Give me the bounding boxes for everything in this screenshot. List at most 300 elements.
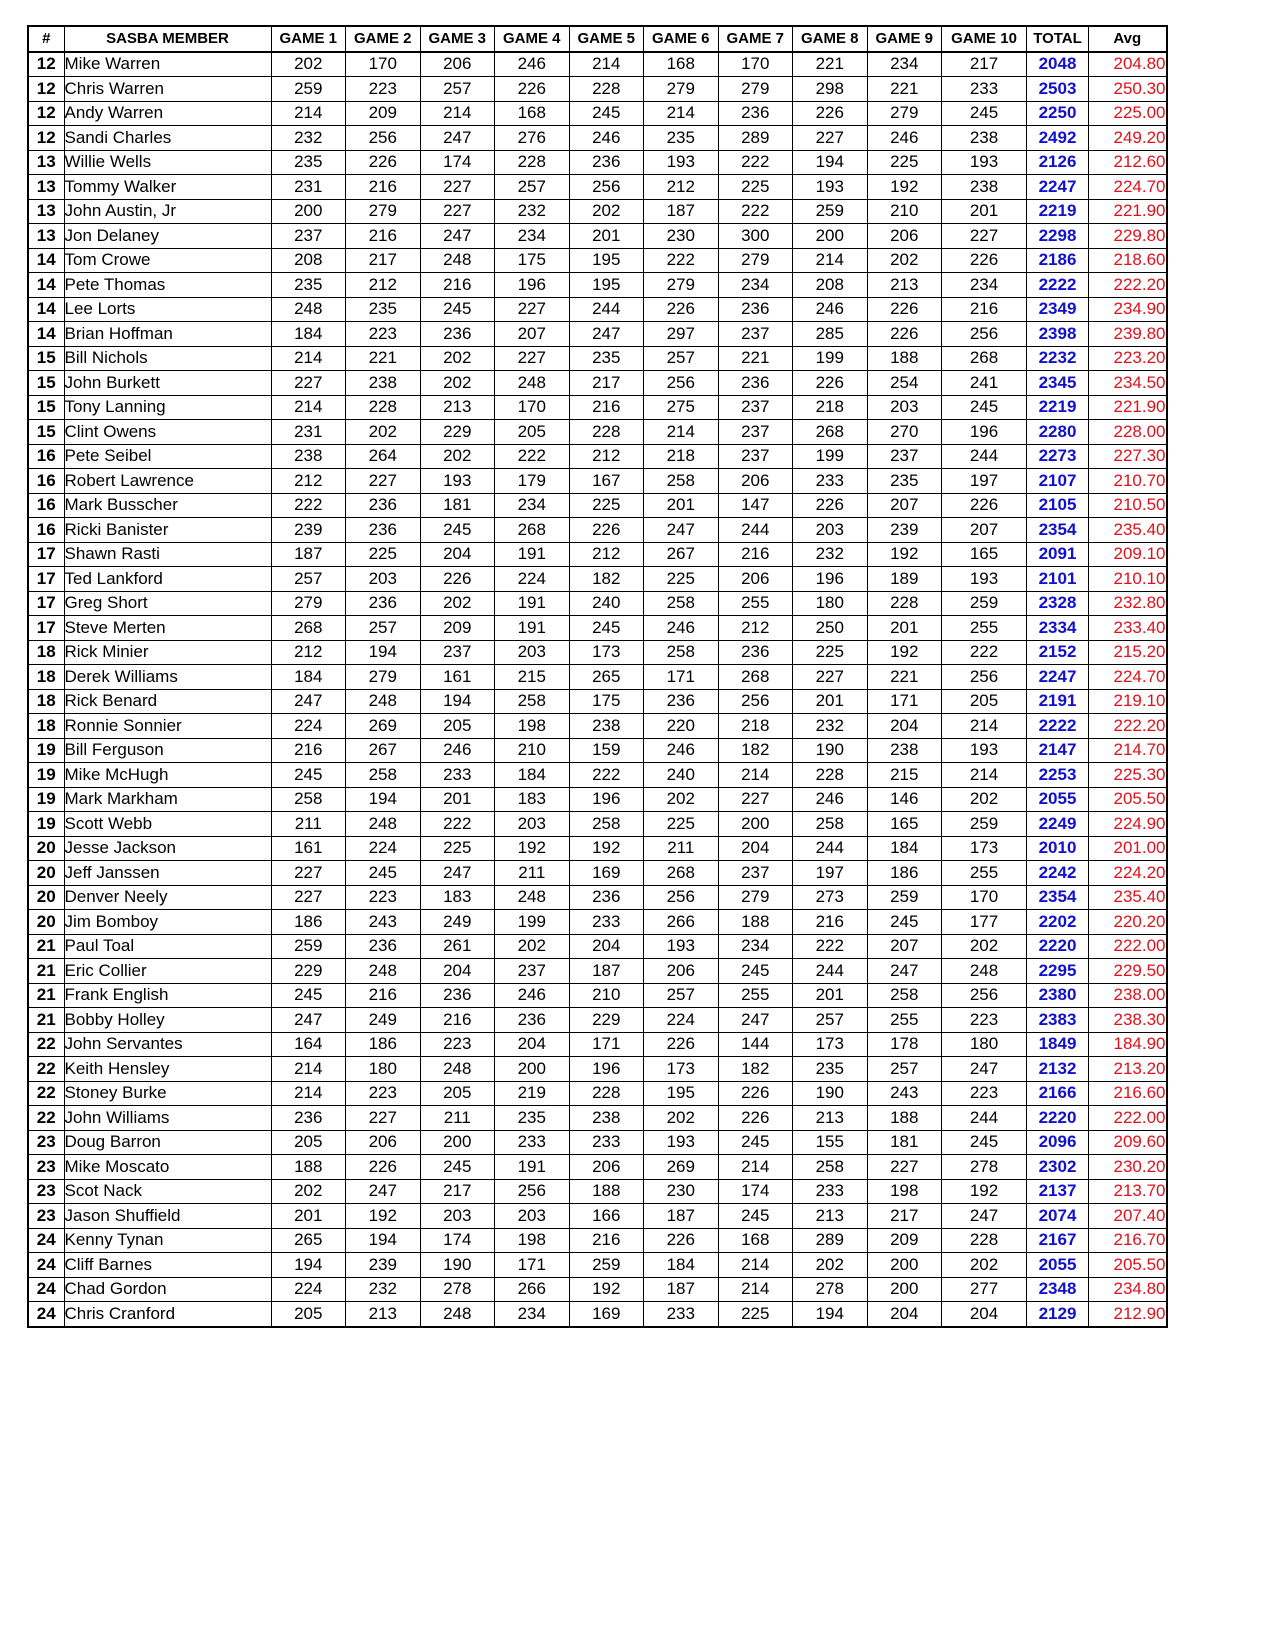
member-name-cell: Clint Owens (64, 420, 271, 445)
game-1-cell: 245 (271, 763, 346, 788)
game-3-cell: 216 (420, 273, 495, 298)
game-4-cell: 191 (495, 542, 570, 567)
game-6-cell: 187 (644, 1277, 719, 1302)
member-name-cell: Scott Webb (64, 812, 271, 837)
member-name-cell: Keith Hensley (64, 1057, 271, 1082)
game-4-cell: 168 (495, 101, 570, 126)
game-8-cell: 289 (793, 1228, 868, 1253)
game-10-cell: 255 (942, 616, 1027, 641)
game-8-cell: 213 (793, 1106, 868, 1131)
game-8-cell: 233 (793, 469, 868, 494)
total-cell: 2010 (1027, 836, 1089, 861)
game-5-cell: 222 (569, 763, 644, 788)
game-5-cell: 212 (569, 444, 644, 469)
member-name-cell: Rick Minier (64, 640, 271, 665)
game-9-cell: 213 (867, 273, 942, 298)
game-10-cell: 245 (942, 1130, 1027, 1155)
game-2-cell: 238 (346, 371, 421, 396)
game-4-cell: 234 (495, 224, 570, 249)
game-1-cell: 222 (271, 493, 346, 518)
member-name-cell: John Austin, Jr (64, 199, 271, 224)
game-5-cell: 159 (569, 738, 644, 763)
game-3-cell: 226 (420, 567, 495, 592)
member-name-cell: Tommy Walker (64, 175, 271, 200)
game-8-cell: 285 (793, 322, 868, 347)
game-5-cell: 169 (569, 861, 644, 886)
avg-cell: 221.90 (1089, 395, 1167, 420)
game-9-cell: 254 (867, 371, 942, 396)
game-3-cell: 202 (420, 371, 495, 396)
game-1-cell: 239 (271, 518, 346, 543)
game-5-cell: 240 (569, 591, 644, 616)
game-5-cell: 233 (569, 1130, 644, 1155)
game-5-cell: 195 (569, 248, 644, 273)
rank-cell: 19 (28, 787, 64, 812)
game-9-cell: 247 (867, 959, 942, 984)
game-5-cell: 169 (569, 1302, 644, 1327)
game-5-cell: 245 (569, 616, 644, 641)
game-2-cell: 223 (346, 885, 421, 910)
game-6-cell: 257 (644, 983, 719, 1008)
member-name-cell: Ronnie Sonnier (64, 714, 271, 739)
game-6-cell: 202 (644, 787, 719, 812)
game-6-cell: 279 (644, 77, 719, 102)
member-name-cell: Mike McHugh (64, 763, 271, 788)
member-name-cell: John Williams (64, 1106, 271, 1131)
game-1-cell: 248 (271, 297, 346, 322)
game-7-cell: 225 (718, 175, 793, 200)
avg-cell: 213.20 (1089, 1057, 1167, 1082)
avg-cell: 222.20 (1089, 273, 1167, 298)
game-6-cell: 187 (644, 1204, 719, 1229)
avg-cell: 233.40 (1089, 616, 1167, 641)
game-3-cell: 194 (420, 689, 495, 714)
game-8-cell: 190 (793, 738, 868, 763)
game-1-cell: 214 (271, 346, 346, 371)
game-7-cell: 221 (718, 346, 793, 371)
total-cell: 2147 (1027, 738, 1089, 763)
game-10-cell: 226 (942, 493, 1027, 518)
table-row (28, 101, 1167, 126)
game-7-cell: 226 (718, 1081, 793, 1106)
game-1-cell: 265 (271, 1228, 346, 1253)
game-8-cell: 228 (793, 763, 868, 788)
game-9-cell: 192 (867, 175, 942, 200)
avg-cell: 207.40 (1089, 1204, 1167, 1229)
game-2-cell: 279 (346, 199, 421, 224)
avg-cell: 224.90 (1089, 812, 1167, 837)
game-7-cell: 168 (718, 1228, 793, 1253)
member-name-cell: Jon Delaney (64, 224, 271, 249)
game-6-cell: 226 (644, 1228, 719, 1253)
game-5-cell: 204 (569, 934, 644, 959)
game-4-cell: 205 (495, 420, 570, 445)
avg-cell: 239.80 (1089, 322, 1167, 347)
game-10-cell: 202 (942, 787, 1027, 812)
total-cell: 2247 (1027, 175, 1089, 200)
game-8-cell: 258 (793, 812, 868, 837)
game-3-cell: 237 (420, 640, 495, 665)
game-4-cell: 258 (495, 689, 570, 714)
game-2-cell: 248 (346, 812, 421, 837)
game-2-cell: 239 (346, 1253, 421, 1278)
table-row (28, 1008, 1167, 1033)
game-10-cell: 193 (942, 738, 1027, 763)
table-row (28, 175, 1167, 200)
game-2-cell: 224 (346, 836, 421, 861)
rank-cell: 14 (28, 273, 64, 298)
game-2-cell: 223 (346, 77, 421, 102)
table-row (28, 885, 1167, 910)
total-cell: 2101 (1027, 567, 1089, 592)
game-8-cell: 197 (793, 861, 868, 886)
game-3-cell: 278 (420, 1277, 495, 1302)
member-name-cell: Chad Gordon (64, 1277, 271, 1302)
game-4-cell: 236 (495, 1008, 570, 1033)
table-row (28, 1057, 1167, 1082)
game-4-cell: 248 (495, 885, 570, 910)
game-2-cell: 236 (346, 934, 421, 959)
game-2-cell: 227 (346, 1106, 421, 1131)
game-10-cell: 177 (942, 910, 1027, 935)
game-3-cell: 193 (420, 469, 495, 494)
game-9-cell: 258 (867, 983, 942, 1008)
game-3-cell: 257 (420, 77, 495, 102)
total-cell: 2222 (1027, 714, 1089, 739)
game-5-cell: 235 (569, 346, 644, 371)
game-9-cell: 198 (867, 1179, 942, 1204)
rank-cell: 12 (28, 52, 64, 77)
total-cell: 2132 (1027, 1057, 1089, 1082)
table-row (28, 934, 1167, 959)
game-8-cell: 225 (793, 640, 868, 665)
game-6-cell: 275 (644, 395, 719, 420)
game-7-cell: 222 (718, 150, 793, 175)
game-1-cell: 205 (271, 1302, 346, 1327)
game-4-cell: 248 (495, 371, 570, 396)
game-7-cell: 237 (718, 861, 793, 886)
game-8-cell: 180 (793, 591, 868, 616)
table-row (28, 959, 1167, 984)
game-3-cell: 227 (420, 175, 495, 200)
game-7-cell: 237 (718, 420, 793, 445)
game-9-cell: 221 (867, 665, 942, 690)
game-9-cell: 201 (867, 616, 942, 641)
game-8-cell: 218 (793, 395, 868, 420)
game-6-cell: 225 (644, 812, 719, 837)
rank-cell: 18 (28, 689, 64, 714)
game-10-cell: 214 (942, 714, 1027, 739)
avg-cell: 212.60 (1089, 150, 1167, 175)
header-game-8: GAME 8 (793, 26, 868, 52)
game-2-cell: 235 (346, 297, 421, 322)
game-3-cell: 236 (420, 322, 495, 347)
game-9-cell: 279 (867, 101, 942, 126)
total-cell: 2345 (1027, 371, 1089, 396)
member-name-cell: Willie Wells (64, 150, 271, 175)
header-total: TOTAL (1027, 26, 1089, 52)
game-3-cell: 245 (420, 518, 495, 543)
rank-cell: 20 (28, 885, 64, 910)
game-5-cell: 238 (569, 1106, 644, 1131)
game-9-cell: 200 (867, 1277, 942, 1302)
game-7-cell: 247 (718, 1008, 793, 1033)
game-10-cell: 226 (942, 248, 1027, 273)
game-10-cell: 268 (942, 346, 1027, 371)
game-9-cell: 237 (867, 444, 942, 469)
total-cell: 2219 (1027, 199, 1089, 224)
game-5-cell: 216 (569, 395, 644, 420)
game-10-cell: 277 (942, 1277, 1027, 1302)
total-cell: 2152 (1027, 640, 1089, 665)
game-5-cell: 201 (569, 224, 644, 249)
table-row (28, 616, 1167, 641)
rank-cell: 16 (28, 444, 64, 469)
game-7-cell: 289 (718, 126, 793, 151)
table-row (28, 836, 1167, 861)
game-1-cell: 245 (271, 983, 346, 1008)
rank-cell: 18 (28, 665, 64, 690)
game-8-cell: 244 (793, 836, 868, 861)
game-7-cell: 236 (718, 640, 793, 665)
member-name-cell: Bill Ferguson (64, 738, 271, 763)
game-3-cell: 247 (420, 224, 495, 249)
game-8-cell: 222 (793, 934, 868, 959)
game-3-cell: 248 (420, 1302, 495, 1327)
game-9-cell: 235 (867, 469, 942, 494)
header-game-7: GAME 7 (718, 26, 793, 52)
member-name-cell: Stoney Burke (64, 1081, 271, 1106)
avg-cell: 224.20 (1089, 861, 1167, 886)
game-6-cell: 230 (644, 1179, 719, 1204)
game-3-cell: 205 (420, 1081, 495, 1106)
avg-cell: 222.00 (1089, 1106, 1167, 1131)
total-cell: 2249 (1027, 812, 1089, 837)
game-7-cell: 245 (718, 1130, 793, 1155)
game-8-cell: 216 (793, 910, 868, 935)
total-cell: 2247 (1027, 665, 1089, 690)
header-game-9: GAME 9 (867, 26, 942, 52)
game-7-cell: 214 (718, 763, 793, 788)
game-7-cell: 226 (718, 1106, 793, 1131)
game-6-cell: 224 (644, 1008, 719, 1033)
game-10-cell: 223 (942, 1081, 1027, 1106)
game-7-cell: 256 (718, 689, 793, 714)
total-cell: 2048 (1027, 52, 1089, 77)
member-name-cell: Lee Lorts (64, 297, 271, 322)
game-6-cell: 171 (644, 665, 719, 690)
table-row (28, 1032, 1167, 1057)
game-3-cell: 217 (420, 1179, 495, 1204)
game-2-cell: 249 (346, 1008, 421, 1033)
avg-cell: 184.90 (1089, 1032, 1167, 1057)
avg-cell: 209.60 (1089, 1130, 1167, 1155)
game-9-cell: 188 (867, 346, 942, 371)
game-2-cell: 232 (346, 1277, 421, 1302)
game-4-cell: 198 (495, 1228, 570, 1253)
game-2-cell: 216 (346, 224, 421, 249)
game-10-cell: 241 (942, 371, 1027, 396)
game-2-cell: 279 (346, 665, 421, 690)
game-6-cell: 267 (644, 542, 719, 567)
rank-cell: 19 (28, 812, 64, 837)
game-7-cell: 268 (718, 665, 793, 690)
game-9-cell: 204 (867, 1302, 942, 1327)
header-member: SASBA MEMBER (64, 26, 271, 52)
rank-cell: 23 (28, 1179, 64, 1204)
table-row (28, 1253, 1167, 1278)
game-1-cell: 247 (271, 689, 346, 714)
member-name-cell: Mike Moscato (64, 1155, 271, 1180)
game-3-cell: 222 (420, 812, 495, 837)
game-7-cell: 222 (718, 199, 793, 224)
rank-cell: 18 (28, 640, 64, 665)
avg-cell: 221.90 (1089, 199, 1167, 224)
bowling-scores-table (27, 25, 1168, 1328)
game-2-cell: 256 (346, 126, 421, 151)
game-5-cell: 173 (569, 640, 644, 665)
game-5-cell: 202 (569, 199, 644, 224)
game-4-cell: 196 (495, 273, 570, 298)
member-name-cell: Bobby Holley (64, 1008, 271, 1033)
game-9-cell: 207 (867, 934, 942, 959)
header-game-3: GAME 3 (420, 26, 495, 52)
game-6-cell: 256 (644, 885, 719, 910)
game-4-cell: 179 (495, 469, 570, 494)
game-6-cell: 268 (644, 861, 719, 886)
member-name-cell: Cliff Barnes (64, 1253, 271, 1278)
rank-cell: 12 (28, 77, 64, 102)
game-1-cell: 224 (271, 1277, 346, 1302)
avg-cell: 229.50 (1089, 959, 1167, 984)
rank-cell: 22 (28, 1032, 64, 1057)
rank-cell: 20 (28, 910, 64, 935)
member-name-cell: Frank English (64, 983, 271, 1008)
game-3-cell: 202 (420, 346, 495, 371)
table-row (28, 371, 1167, 396)
avg-cell: 205.50 (1089, 787, 1167, 812)
game-9-cell: 225 (867, 150, 942, 175)
game-3-cell: 247 (420, 126, 495, 151)
avg-cell: 238.30 (1089, 1008, 1167, 1033)
game-10-cell: 228 (942, 1228, 1027, 1253)
game-5-cell: 258 (569, 812, 644, 837)
game-4-cell: 183 (495, 787, 570, 812)
game-6-cell: 211 (644, 836, 719, 861)
game-7-cell: 300 (718, 224, 793, 249)
avg-cell: 228.00 (1089, 420, 1167, 445)
game-5-cell: 210 (569, 983, 644, 1008)
total-cell: 2492 (1027, 126, 1089, 151)
table-row (28, 224, 1167, 249)
game-2-cell: 269 (346, 714, 421, 739)
game-8-cell: 203 (793, 518, 868, 543)
game-10-cell: 259 (942, 812, 1027, 837)
game-3-cell: 183 (420, 885, 495, 910)
rank-cell: 21 (28, 983, 64, 1008)
game-8-cell: 232 (793, 542, 868, 567)
game-2-cell: 226 (346, 1155, 421, 1180)
game-8-cell: 201 (793, 983, 868, 1008)
game-9-cell: 204 (867, 714, 942, 739)
game-3-cell: 204 (420, 959, 495, 984)
game-7-cell: 237 (718, 322, 793, 347)
game-1-cell: 258 (271, 787, 346, 812)
header-rank: # (28, 26, 64, 52)
game-4-cell: 234 (495, 493, 570, 518)
game-1-cell: 202 (271, 52, 346, 77)
game-6-cell: 256 (644, 371, 719, 396)
game-10-cell: 248 (942, 959, 1027, 984)
header-game-6: GAME 6 (644, 26, 719, 52)
game-8-cell: 213 (793, 1204, 868, 1229)
game-4-cell: 207 (495, 322, 570, 347)
game-10-cell: 165 (942, 542, 1027, 567)
game-3-cell: 202 (420, 444, 495, 469)
avg-cell: 229.80 (1089, 224, 1167, 249)
game-10-cell: 238 (942, 126, 1027, 151)
game-6-cell: 212 (644, 175, 719, 200)
header-game-4: GAME 4 (495, 26, 570, 52)
game-2-cell: 236 (346, 591, 421, 616)
game-3-cell: 246 (420, 738, 495, 763)
game-9-cell: 209 (867, 1228, 942, 1253)
game-9-cell: 246 (867, 126, 942, 151)
total-cell: 2220 (1027, 934, 1089, 959)
table-row (28, 420, 1167, 445)
game-9-cell: 245 (867, 910, 942, 935)
game-6-cell: 226 (644, 297, 719, 322)
game-4-cell: 200 (495, 1057, 570, 1082)
rank-cell: 17 (28, 542, 64, 567)
game-3-cell: 245 (420, 1155, 495, 1180)
total-cell: 2186 (1027, 248, 1089, 273)
game-6-cell: 220 (644, 714, 719, 739)
game-9-cell: 215 (867, 763, 942, 788)
avg-cell: 235.40 (1089, 518, 1167, 543)
total-cell: 2503 (1027, 77, 1089, 102)
game-9-cell: 200 (867, 1253, 942, 1278)
game-6-cell: 247 (644, 518, 719, 543)
total-cell: 2348 (1027, 1277, 1089, 1302)
member-name-cell: Mark Busscher (64, 493, 271, 518)
game-8-cell: 221 (793, 52, 868, 77)
game-2-cell: 236 (346, 493, 421, 518)
table-row (28, 77, 1167, 102)
game-5-cell: 171 (569, 1032, 644, 1057)
game-6-cell: 173 (644, 1057, 719, 1082)
game-9-cell: 184 (867, 836, 942, 861)
game-7-cell: 216 (718, 542, 793, 567)
game-1-cell: 231 (271, 175, 346, 200)
game-3-cell: 204 (420, 542, 495, 567)
game-7-cell: 279 (718, 77, 793, 102)
rank-cell: 12 (28, 126, 64, 151)
game-9-cell: 257 (867, 1057, 942, 1082)
game-8-cell: 208 (793, 273, 868, 298)
game-3-cell: 205 (420, 714, 495, 739)
game-8-cell: 298 (793, 77, 868, 102)
total-cell: 2380 (1027, 983, 1089, 1008)
game-8-cell: 258 (793, 1155, 868, 1180)
game-8-cell: 273 (793, 885, 868, 910)
member-name-cell: Greg Short (64, 591, 271, 616)
total-cell: 2220 (1027, 1106, 1089, 1131)
game-6-cell: 193 (644, 150, 719, 175)
member-name-cell: Chris Cranford (64, 1302, 271, 1327)
game-4-cell: 170 (495, 395, 570, 420)
game-5-cell: 256 (569, 175, 644, 200)
